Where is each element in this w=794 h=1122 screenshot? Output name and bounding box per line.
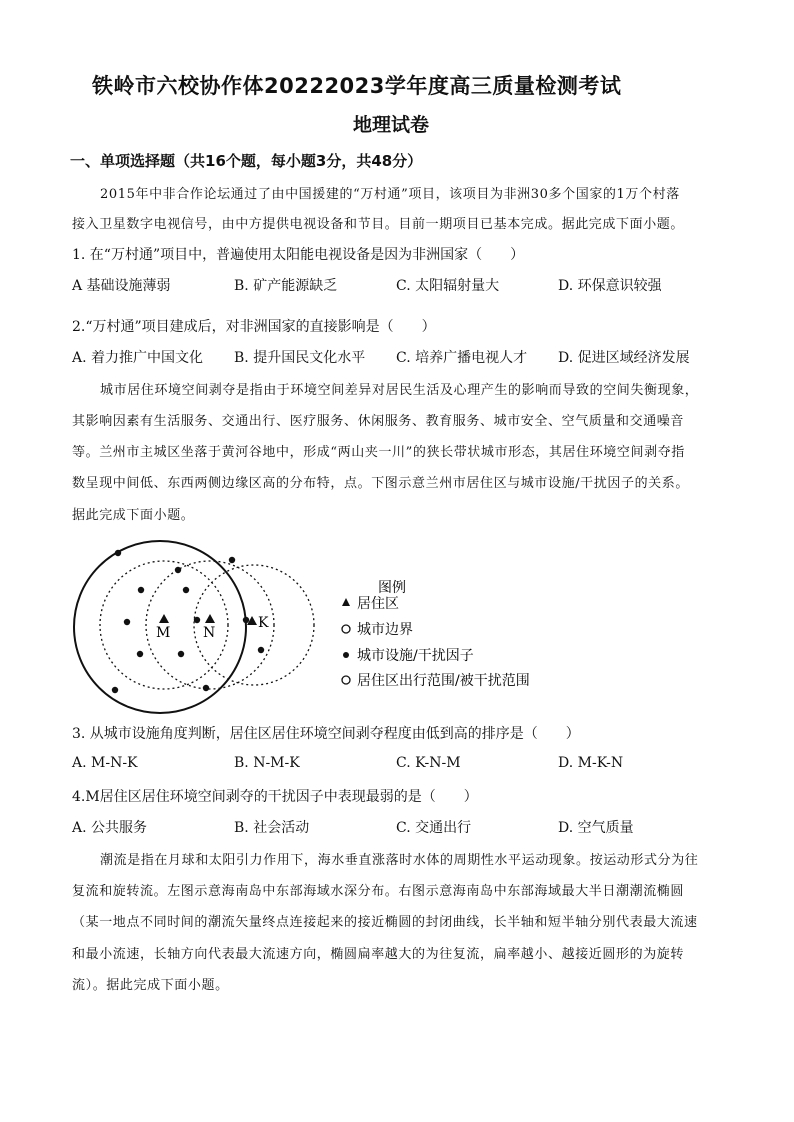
- question-1-option-c: C. 太阳辐射量大: [396, 278, 500, 294]
- legend-facility-icon: [343, 652, 349, 658]
- section-heading: 一、单项选择题（共16个题，每小题3分，共48分）: [70, 152, 423, 170]
- residential-n-marker: [205, 614, 215, 623]
- exam-subtitle: 地理试卷: [353, 114, 430, 136]
- facility-dot: [112, 687, 118, 693]
- passage2-line: 城市居住环境空间剥夺是指由于环境空间差异对居民生活及心理产生的影响而导致的空间失衡现象，: [100, 383, 699, 398]
- passage2-line: 等。兰州市主城区坐落于黄河谷地中，形成“两山夹一川”的狭长带状城市形态，其居住环境空间剥夺指: [72, 445, 685, 460]
- facility-dot: [115, 550, 121, 556]
- question-4-option-a: A. 公共服务: [72, 820, 148, 836]
- passage2-line: 据此完成下面小题。: [72, 508, 195, 523]
- label-n: N: [203, 625, 216, 641]
- facility-dot: [194, 617, 200, 623]
- legend-boundary-icon: [342, 625, 350, 633]
- residential-figure: [60, 540, 580, 715]
- question-2-option-b: B. 提升国民文化水平: [234, 350, 366, 366]
- question-2-option-a: A. 着力推广中国文化: [72, 350, 204, 366]
- question-1-stem: 1. 在“万村通”项目中，普遍使用太阳能电视设备是因为非洲国家（ ）: [72, 247, 525, 263]
- question-3-stem: 3. 从城市设施角度判断，居住区居住环境空间剥夺程度由低到高的排序是（ ）: [72, 726, 580, 742]
- passage3-line: 流）。据此完成下面小题。: [72, 978, 229, 993]
- question-4-option-d: D. 空气质量: [558, 820, 634, 836]
- facilities: [112, 550, 264, 693]
- passage2-line: 其影响因素有生活服务、交通出行、医疗服务、休闲服务、教育服务、城市安全、空气质量和交通噪音: [72, 414, 685, 429]
- passage3-line: 潮流是指在月球和太阳引力作用下，海水垂直涨落时水体的周期性水平运动现象。按运动形式分为往: [100, 853, 699, 868]
- facility-dot: [258, 647, 264, 653]
- label-k: K: [258, 615, 269, 631]
- legend-item-facility: 城市设施/干扰因子: [357, 648, 474, 664]
- question-2-stem: 2.“万村通”项目建成后，对非洲国家的直接影响是（ ）: [72, 319, 436, 335]
- question-2-option-c: C. 培养广播电视人才: [396, 350, 528, 366]
- question-1-option-d: D. 环保意识较强: [558, 278, 662, 294]
- passage1-line: 2015年中非合作论坛通过了由中国援建的“万村通”项目，该项目为非洲30多个国家的1万个村落: [100, 187, 680, 202]
- facility-dot: [137, 651, 143, 657]
- question-4-stem: 4.M居住区居住环境空间剥夺的干扰因子中表现最弱的是（ ）: [72, 789, 478, 805]
- legend-range-icon: [342, 676, 350, 684]
- question-1-option-b: B. 矿产能源缺乏: [234, 278, 338, 294]
- question-3-option-a: A. M-N-K: [72, 755, 138, 771]
- question-2-option-d: D. 促进区域经济发展: [558, 350, 690, 366]
- facility-dot: [229, 557, 235, 563]
- question-4-option-c: C. 交通出行: [396, 820, 472, 836]
- facility-dot: [203, 685, 209, 691]
- question-3-option-b: B. N-M-K: [234, 755, 300, 771]
- question-3-option-d: D. M-K-N: [558, 755, 624, 771]
- facility-dot: [183, 587, 189, 593]
- residential-m-marker: [159, 614, 169, 623]
- question-4-option-b: B. 社会活动: [234, 820, 310, 836]
- legend-residential-icon: [342, 598, 350, 606]
- passage3-line: （某一地点不同时间的潮流矢量终点连接起来的接近椭圆的封闭曲线，长半轴和短半轴分别代表最大流速: [72, 915, 698, 930]
- passage1-line: 接入卫星数字电视信号，由中方提供电视设备和节目。目前一期项目已基本完成。据此完成下面小题。: [72, 217, 685, 232]
- question-3-option-c: C. K-N-M: [396, 755, 461, 771]
- legend-title: 图例: [378, 580, 406, 596]
- facility-dot: [138, 587, 144, 593]
- facility-dot: [243, 617, 249, 623]
- exam-title: 铁岭市六校协作体20222023学年度高三质量检测考试: [92, 74, 622, 98]
- facility-dot: [124, 619, 130, 625]
- legend-item-boundary: 城市边界: [357, 622, 413, 638]
- legend-item-range: 居住区出行范围/被干扰范围: [357, 673, 530, 689]
- passage3-line: 和最小流速，长轴方向代表最大流速方向，椭圆扁率越大的为往复流，扁率越小、越接近圆形的为旋转: [72, 947, 685, 962]
- label-m: M: [156, 625, 171, 641]
- legend-item-residential: 居住区: [357, 596, 399, 612]
- passage3-line: 复流和旋转流。左图示意海南岛中东部海域水深分布。右图示意海南岛中东部海域最大半日潮潮流椭圆: [72, 884, 685, 899]
- facility-dot: [175, 567, 181, 573]
- passage2-line: 数呈现中间低、东西两侧边缘区高的分布特，点。下图示意兰州市居住区与城市设施/干扰因子的关系。: [72, 476, 689, 491]
- question-1-option-a: A 基础设施薄弱: [72, 278, 171, 294]
- facility-dot: [178, 651, 184, 657]
